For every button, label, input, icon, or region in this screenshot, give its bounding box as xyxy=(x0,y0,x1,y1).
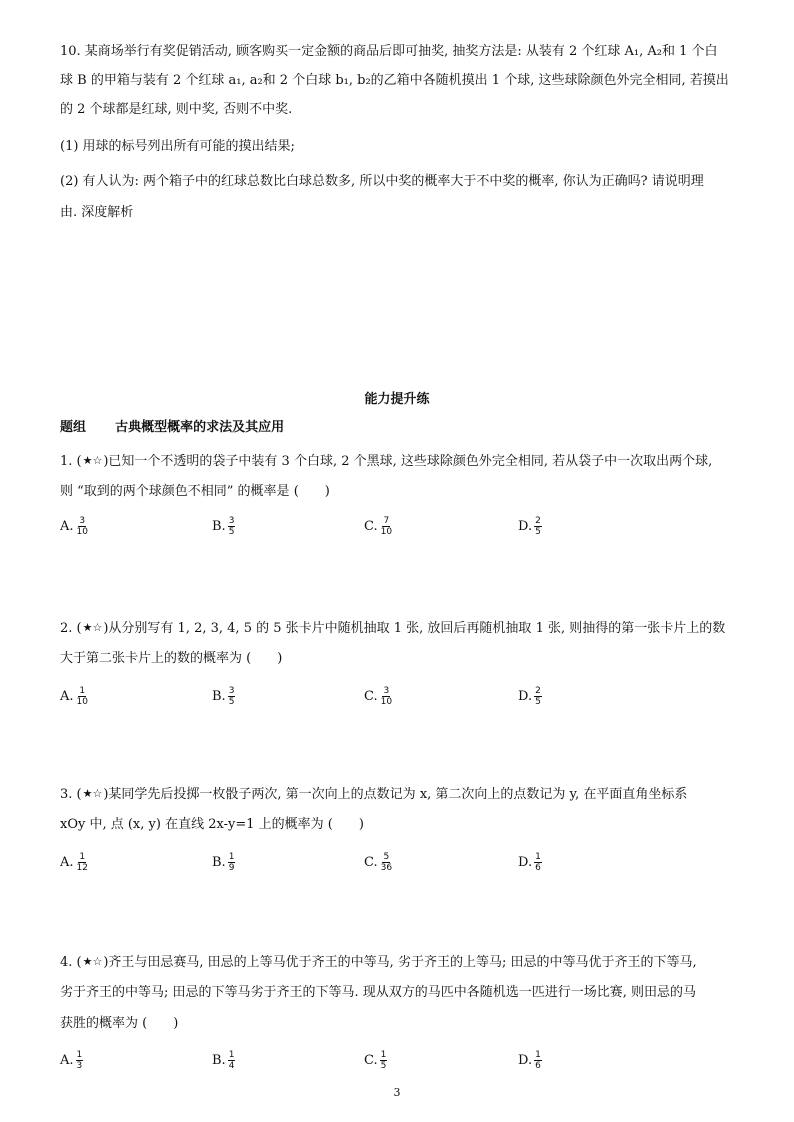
q4-option-b[interactable]: B. $\frac{1}{4}$ xyxy=(212,1049,235,1071)
q1-option-b[interactable]: B. $\frac{3}{5}$ xyxy=(212,515,235,537)
q4-option-d[interactable]: D. $\frac{1}{6}$ xyxy=(518,1049,541,1071)
q3-options xyxy=(60,848,660,876)
q3-option-d[interactable]: D. $\frac{1}{6}$ xyxy=(518,851,541,873)
star-icon: ★☆ xyxy=(82,621,103,634)
q10-line-3: 的 2 个球都是红球, 则中奖, 否则不中奖. xyxy=(60,102,293,117)
q10-line-1: 10. 某商场举行有奖促销活动, 顾客购买一定金额的商品后即可抽奖, 抽奖方法是: 从装有 2 个红球 A₁, A₂和 1 个白 xyxy=(60,44,718,59)
q1-number: 1. ( xyxy=(60,454,82,469)
star-icon: ★☆ xyxy=(82,787,103,800)
q3-number: 3. ( xyxy=(60,787,82,802)
q2-option-b[interactable]: B. $\frac{3}{5}$ xyxy=(212,685,235,707)
q2-options xyxy=(60,682,660,710)
q1-line-2: 则 “取到的两个球颜色不相同” 的概率是 ( ) xyxy=(60,484,330,499)
q4-line-1: 4. (★☆)齐王与田忌赛马, 田忌的上等马优于齐王的中等马, 劣于齐王的上等马; 田忌的中等马优于齐王的下等马, xyxy=(60,952,697,973)
q3-option-a[interactable]: A. $\frac{1}{12}$ xyxy=(60,851,88,873)
q3-option-c[interactable]: C. $\frac{5}{36}$ xyxy=(364,851,393,873)
q1-option-c[interactable]: C. $\frac{7}{10}$ xyxy=(364,515,393,537)
q4-line-3: 获胜的概率为 ( ) xyxy=(60,1016,179,1031)
q4-option-a[interactable]: A. $\frac{1}{3}$ xyxy=(60,1049,83,1071)
q4-number: 4. ( xyxy=(60,955,82,970)
q2-option-a[interactable]: A. $\frac{1}{10}$ xyxy=(60,685,88,707)
q3-line-2: xOy 中, 点 (x, y) 在直线 2x-y=1 上的概率为 ( ) xyxy=(60,817,364,832)
q4-option-c[interactable]: C. $\frac{1}{5}$ xyxy=(364,1049,387,1071)
q4-options xyxy=(60,1046,660,1074)
group-heading xyxy=(60,418,284,438)
star-icon: ★☆ xyxy=(82,454,103,467)
group-title: 古典概型概率的求法及其应用 xyxy=(115,420,285,435)
q10-line-2: 球 B 的甲箱与装有 2 个红球 a₁, a₂和 2 个白球 b₁, b₂的乙箱中各随机摸出 1 个球, 这些球除颜色外完全相同, 若摸出 xyxy=(60,73,729,88)
q1-options xyxy=(60,512,660,540)
q2-option-d[interactable]: D. $\frac{2}{5}$ xyxy=(518,685,541,707)
q4-text: 齐王与田忌赛马, 田忌的上等马优于齐王的中等马, 劣于齐王的上等马; 田忌的中等马优于齐王的下等马, xyxy=(108,955,697,970)
group-label: 题组 xyxy=(60,420,87,435)
q3-option-b[interactable]: B. $\frac{1}{9}$ xyxy=(212,851,235,873)
q10-part-2-line-2: 由. 深度解析 xyxy=(60,205,134,220)
q4-line-2: 劣于齐王的中等马; 田忌的下等马劣于齐王的下等马. 现从双方的马匹中各随机选一匹进行一场比赛, 则田忌的马 xyxy=(60,985,697,1000)
q1-line-1: 1. (★☆)已知一个不透明的袋子中装有 3 个白球, 2 个黑球, 这些球除颜色外完全相同, 若从袋子中一次取出两个球, xyxy=(60,451,712,472)
q2-line-1: 2. (★☆)从分别写有 1, 2, 3, 4, 5 的 5 张卡片中随机抽取 1 张, 放回后再随机抽取 1 张, 则抽得的第一张卡片上的数 xyxy=(60,618,725,639)
q3-text: 某同学先后投掷一枚骰子两次, 第一次向上的点数记为 x, 第二次向上的点数记为 y, 在平面直角坐标系 xyxy=(108,787,688,802)
page-number: 3 xyxy=(393,1086,401,1099)
section-title: 能力提升练 xyxy=(364,392,430,407)
q10-part-1: (1) 用球的标号列出所有可能的摸出结果; xyxy=(60,139,295,154)
q1-option-a[interactable]: A. $\frac{3}{10}$ xyxy=(60,515,88,537)
q1-option-d[interactable]: D. $\frac{2}{5}$ xyxy=(518,515,541,537)
q2-text: 从分别写有 1, 2, 3, 4, 5 的 5 张卡片中随机抽取 1 张, 放回后再随机抽取 1 张, 则抽得的第一张卡片上的数 xyxy=(108,621,726,636)
q2-option-c[interactable]: C. $\frac{3}{10}$ xyxy=(364,685,393,707)
q3-line-1: 3. (★☆)某同学先后投掷一枚骰子两次, 第一次向上的点数记为 x, 第二次向上的点数记为 y, 在平面直角坐标系 xyxy=(60,784,687,805)
q1-text: 已知一个不透明的袋子中装有 3 个白球, 2 个黑球, 这些球除颜色外完全相同, 若从袋子中一次取出两个球, xyxy=(108,454,713,469)
q10-part-2-line-1: (2) 有人认为: 两个箱子中的红球总数比白球总数多, 所以中奖的概率大于不中奖的概率, 你认为正确吗? 请说明理 xyxy=(60,174,704,189)
star-icon: ★☆ xyxy=(82,955,103,968)
q2-line-2: 大于第二张卡片上的数的概率为 ( ) xyxy=(60,651,283,666)
q2-number: 2. ( xyxy=(60,621,82,636)
